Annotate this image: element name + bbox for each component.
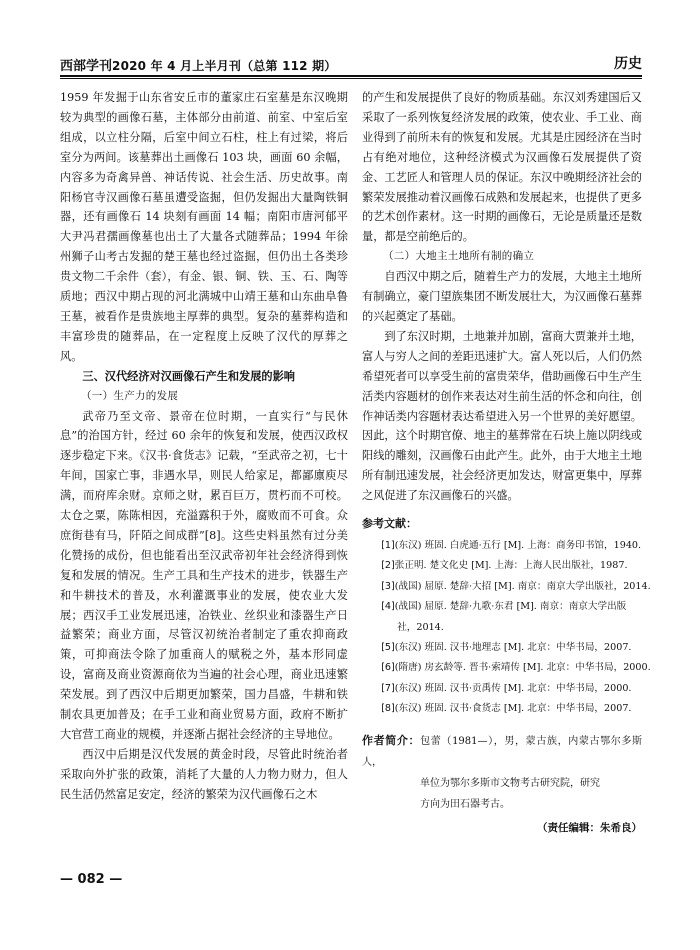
paragraph: 1959 年发掘于山东省安丘市的董家庄石室墓是东汉晚期较为典型的画像石墓，主体部分由前道、前室、中室后室组成，以立柱分隔，后室中间立石柱，柱上有过梁，将后室分为两间。该墓葬出土画像石 103 块，画面 60 余幅，内容多为奇禽异兽、神话传说、社会生活、历史故事。南阳杨官寺汉画像石墓虽遭受盗掘，但仍发掘出大量陶铁铜器，还有画像石 14 块刻有画面 14 幅；南阳市唐河郁平大尹冯君孺画像墓也出土了大量各式随葬品；1994 年徐州狮子山考古发掘的楚王墓也经过盗掘，但仍出土各类珍贵文物二千余件（套），有金、银、铜、铁、玉、石、陶等质地；西汉中期占现的河北满城中山靖王墓和山东曲阜鲁王墓，被看作是贵族地主厚葬的典型。复杂的墓葬构造和丰富珍贵的随葬品，在一定程度上反映了汉代的厚葬之风。: [60, 91, 348, 363]
reference-item: [362, 679, 642, 699]
reference-number: [4]: [381, 601, 395, 613]
header-rule-thin: [60, 78, 642, 79]
header-rule: [60, 75, 642, 77]
paragraph: 自西汉中期之后，随着生产力的发展，大地主土地所有制确立，豪门望族集团不断发展壮大，为汉画像石墓葬的兴起奠定了基础。: [362, 270, 642, 323]
responsible-editor: （责任编辑：朱希良）: [537, 821, 642, 834]
reference-item: [362, 536, 642, 556]
reference-text: (战国) 屈原. 楚辞·大招 [M]. 南京：南京大学出版社，2014.: [394, 580, 651, 592]
reference-text: (隋唐) 房玄龄等. 晋书·索靖传 [M]. 北京：中华书局，2000.: [394, 662, 651, 674]
paragraph: 的产生和发展提供了良好的物质基础。东汉刘秀建国后又采取了一系列恢复经济发展的政策，使农业、手工业、商业得到了前所未有的恢复和发展。尤其是庄园经济在当时占有绝对地位，这种经济模式为汉画像石发展提供了资金、工艺匠人和管理人员的保证。东汉中晚期经济社会的繁荣发展推动着汉画像石成熟和发展起来，也提供了更多的艺术创作素材。这一时期的画像石，无论是质量还是数量，都是空前绝后的。: [362, 91, 642, 244]
reference-number: [6]: [381, 662, 395, 674]
author-bio: [362, 730, 642, 815]
left-column: [60, 88, 348, 805]
paragraph: 武帝乃至文帝、景帝在位时期，一直实行“与民休息”的治国方针，经过 60 余年的恢复和发展，使西汉政权逐步稳定下来。《汉书·食货志》记载，“至武帝之初，七十年间，国家亡事，非遇水旱，则民人给家足，都鄙廪庾尽满，而府库余财。京师之财，累百巨万，贯朽而不可校。太仓之粟，陈陈相因，充溢露积于外，腐败而不可食。众庶街巷有马，阡陌之间成群”[8]。这些史料虽然有过分美化赞扬的成份，但也能看出至汉武帝初年社会经济得到恢复和发展的情况。生产工具和生产技术的进步，铁器生产和牛耕技术的普及，水利灌溉事业的发展，使农业大发展；西汉手工业发展迅速，冶铁业、丝织业和漆器生产日益繁荣；商业方面，尽管汉初统治者制定了重农抑商政策，可抑商法令除了加重商人的赋税之外，基本形同虚设，富商及商业资源商依为当遍的社会心理，商业迅速繁荣发展。到了西汉中后期更加繁荣，国力昌盛，牛耕和铁制农具更加普及；在手工业和商业贸易方面，政府不断扩大官营工商业的规模，并逐渐占据社会经济的主导地位。: [60, 409, 348, 741]
reference-item-continued: [362, 618, 642, 638]
running-header: [60, 52, 642, 74]
reference-item: [362, 577, 651, 597]
reference-number: [7]: [381, 682, 395, 694]
author-bio-label: 作者简介：: [362, 733, 421, 747]
paragraph: 西汉中后期是汉代发展的黄金时段，尽管此时统治者采取向外扩张的政策，消耗了大量的人力物力财力，但人民生活仍然富足安定，经济的繁荣为汉代画像石之木: [60, 747, 348, 801]
reference-item: [362, 638, 642, 658]
author-bio-text: 单位为鄂尔多斯市文物考古研究院，研究: [420, 777, 600, 789]
section-heading: 三、汉代经济对汉画像石产生和发展的影响: [82, 369, 295, 383]
author-bio-text: 方向为田石器考古。: [420, 798, 510, 810]
reference-text: 社，2014.: [397, 621, 444, 633]
journal-title: [60, 55, 337, 74]
reference-list: [362, 536, 651, 720]
reference-number: [5]: [381, 641, 395, 653]
reference-item: [362, 597, 642, 617]
reference-number: [8]: [381, 703, 395, 715]
reference-text: (东汉) 班固. 白虎通·五行 [M]. 上海：商务印书馆，1940.: [394, 539, 642, 551]
reference-text: (东汉) 班固. 汉书·地理志 [M]. 北京：中华书局，2007.: [394, 641, 632, 653]
references-title: 参考文献：: [362, 517, 417, 531]
reference-number: [2]: [381, 560, 395, 572]
reference-number: [1]: [381, 539, 395, 551]
subsection-heading: （一）生产力的发展: [81, 389, 179, 402]
subsection-heading: （二）大地主土地所有制的确立: [383, 250, 535, 263]
reference-text: (东汉) 班固. 汉书·贡禹传 [M]. 北京：中华书局，2000.: [394, 682, 632, 694]
issue-info: 2020 年 4 月上半月刊（总第 112 期）: [112, 59, 337, 73]
reference-text: 张正明. 楚文化史 [M]. 上海：上海人民出版社，1987.: [394, 560, 628, 572]
author-bio-text: 包蕾（1981—），男，蒙古族，内蒙古鄂尔多斯人，: [362, 735, 643, 768]
page-number: — 082 —: [60, 872, 123, 887]
paragraph: 到了东汉时期，土地兼并加剧，富商大贾兼并土地，富人与穷人之间的差距迅速扩大。富人死以后，人们仍然希望死者可以享受生前的富贵荣华，借助画像石中生产生活类内容题材的创作来表达对生前生活的怀念和向往，创作神话类内容题材表达希望进入另一个世界的美好愿望。因此，这个时期官僚、地主的墓葬常在石块上施以阴线或阳线的雕刻，汉画像石由此产生。此外，由于大地主土地所有制迅速发展，社会经济更加发达，财富更集中，厚葬之风促进了东汉画像石的兴盛。: [362, 329, 642, 503]
section-name: 历史: [614, 56, 642, 72]
reference-item: [362, 699, 642, 719]
reference-number: [3]: [381, 580, 395, 592]
reference-item: [362, 556, 642, 576]
journal-logo: 西部学刊: [60, 59, 113, 74]
reference-text: (战国) 屈原. 楚辞·九歌·东君 [M]. 南京：南京大学出版: [394, 601, 627, 613]
reference-text: (东汉) 班固. 汉书·食货志 [M]. 北京：中华书局，2007.: [394, 703, 632, 715]
reference-item: [362, 658, 651, 678]
right-column: [362, 88, 651, 839]
